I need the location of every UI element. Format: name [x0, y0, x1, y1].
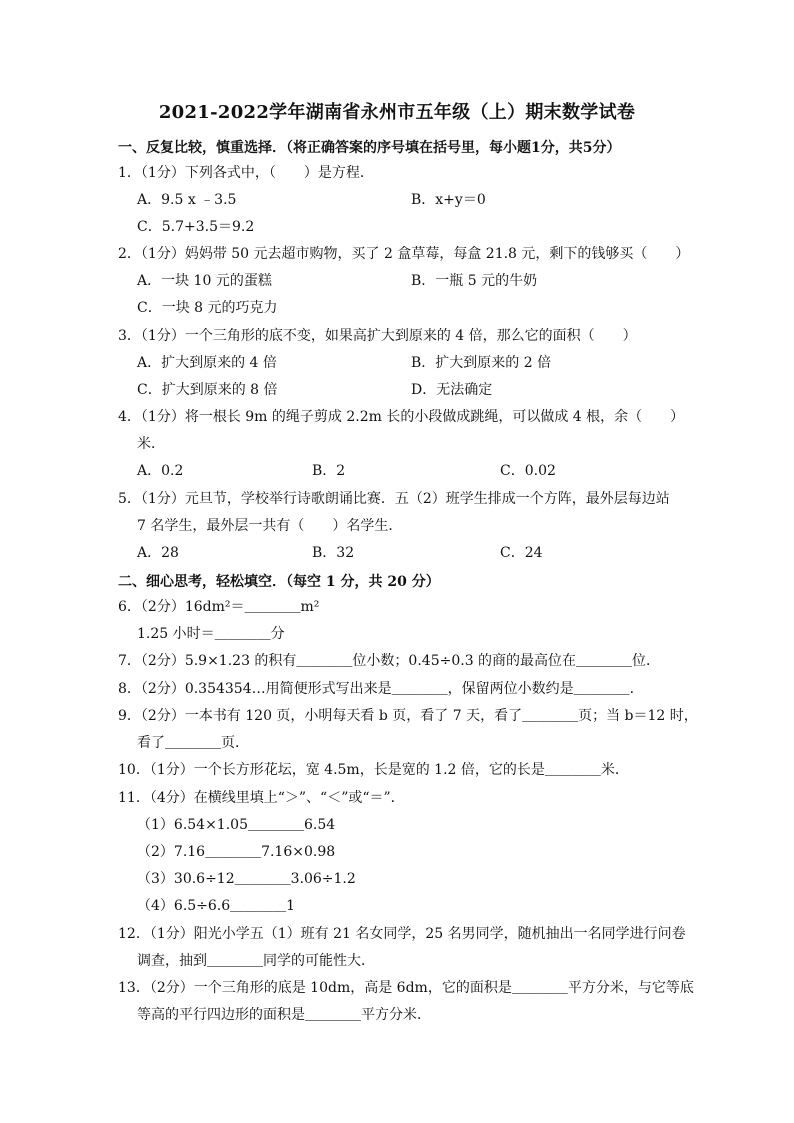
q4-option-c: C．0.02: [500, 463, 556, 479]
q9-line1: 9．（2分）一本书有 120 页，小明每天看 b 页，看了 7 天，看了＿＿＿＿页；当 b＝12 时，: [118, 708, 698, 724]
q5-option-c: C．24: [500, 545, 543, 561]
q4-stem-cont: 米．: [137, 436, 165, 452]
q3-stem: 3．（1分）一个三角形的底不变，如果高扩大到原来的 4 倍，那么它的面积（ ）: [118, 328, 637, 344]
q1-option-b: B．x+y＝0: [411, 192, 486, 208]
q2-option-c: C．一块 8 元的巧克力: [137, 300, 278, 316]
q6-line1: 6．（2分）16dm²＝＿＿＿＿m²: [118, 599, 320, 615]
q11-sub4: （4）6.5÷6.6＿＿＿＿1: [137, 898, 296, 914]
q4-option-a: A．0.2: [137, 463, 184, 479]
q4-option-b: B．2: [312, 463, 346, 479]
q5-option-b: B．32: [312, 545, 355, 561]
q3-option-c: C．扩大到原来的 8 倍: [137, 382, 278, 398]
q3-option-d: D．无法确定: [411, 382, 493, 398]
q7: 7．（2分）5.9×1.23 的积有＿＿＿＿位小数；0.45÷0.3 的商的最高位在＿＿＿＿位．: [118, 653, 661, 669]
q2-option-a: A．一块 10 元的蛋糕: [137, 273, 272, 289]
q1-stem: 1．（1分）下列各式中，（ ）是方程．: [118, 165, 374, 181]
q11-sub2: （2）7.16＿＿＿＿7.16×0.98: [137, 844, 336, 860]
q2-stem: 2．（1分）妈妈带 50 元去超市购物，买了 2 盒草莓，每盒 21.8 元，剩下的钱够买（ ）: [118, 246, 690, 262]
q1-option-c: C．5.7+3.5＝9.2: [137, 219, 255, 235]
section-1-heading: 一、反复比较，慎重选择．（将正确答案的序号填在括号里，每小题1分，共5分）: [118, 140, 621, 156]
q2-option-b: B．一瓶 5 元的牛奶: [411, 273, 538, 289]
q11-sub1: （1）6.54×1.05＿＿＿＿6.54: [137, 817, 336, 833]
page-title: 2021-2022学年湖南省永州市五年级（上）期末数学试卷: [158, 102, 636, 123]
q10: 10．（1分）一个长方形花坛，宽 4.5m，长是宽的 1.2 倍，它的长是＿＿＿＿米．: [118, 762, 629, 778]
section-2-heading: 二、细心思考，轻松填空．（每空 1 分，共 20 分）: [118, 574, 440, 590]
q12-line2: 调查，抽到＿＿＿＿同学的可能性大．: [137, 953, 375, 969]
q11-sub3: （3）30.6÷12＿＿＿＿3.06÷1.2: [137, 871, 356, 887]
q8: 8．（2分）0.354354…用简便形式写出来是＿＿＿＿，保留两位小数约是＿＿＿＿．: [118, 681, 644, 697]
q13-line1: 13．（2分）一个三角形的底是 10dm，高是 6dm，它的面积是＿＿＿＿平方分米，与它等底: [118, 980, 694, 996]
q3-option-a: A．扩大到原来的 4 倍: [137, 355, 277, 371]
q5-stem-cont: 7 名学生，最外层一共有（ ）名学生．: [137, 518, 403, 534]
q5-stem: 5．（1分）元旦节，学校举行诗歌朗诵比赛．五（2）班学生排成一个方阵，最外层每边站: [118, 491, 670, 507]
q11-stem: 11．（4分）在横线里填上“＞”、“＜”或“＝”．: [118, 790, 405, 806]
q4-stem: 4．（1分）将一根长 9m 的绳子剪成 2.2m 长的小段做成跳绳，可以做成 4 根，余（ ）: [118, 409, 685, 425]
q13-line2: 等高的平行四边形的面积是＿＿＿＿平方分米．: [137, 1007, 431, 1023]
q5-option-a: A．28: [137, 545, 179, 561]
q1-option-a: A．9.5 x ﹣3.5: [137, 192, 237, 208]
q6-line2: 1.25 小时＝＿＿＿＿分: [137, 626, 285, 642]
q9-line2: 看了＿＿＿＿页．: [137, 735, 249, 751]
q3-option-b: B．扩大到原来的 2 倍: [411, 355, 552, 371]
q12-line1: 12．（1分）阳光小学五（1）班有 21 名女同学，25 名男同学，随机抽出一名同学进行问卷: [118, 926, 686, 942]
